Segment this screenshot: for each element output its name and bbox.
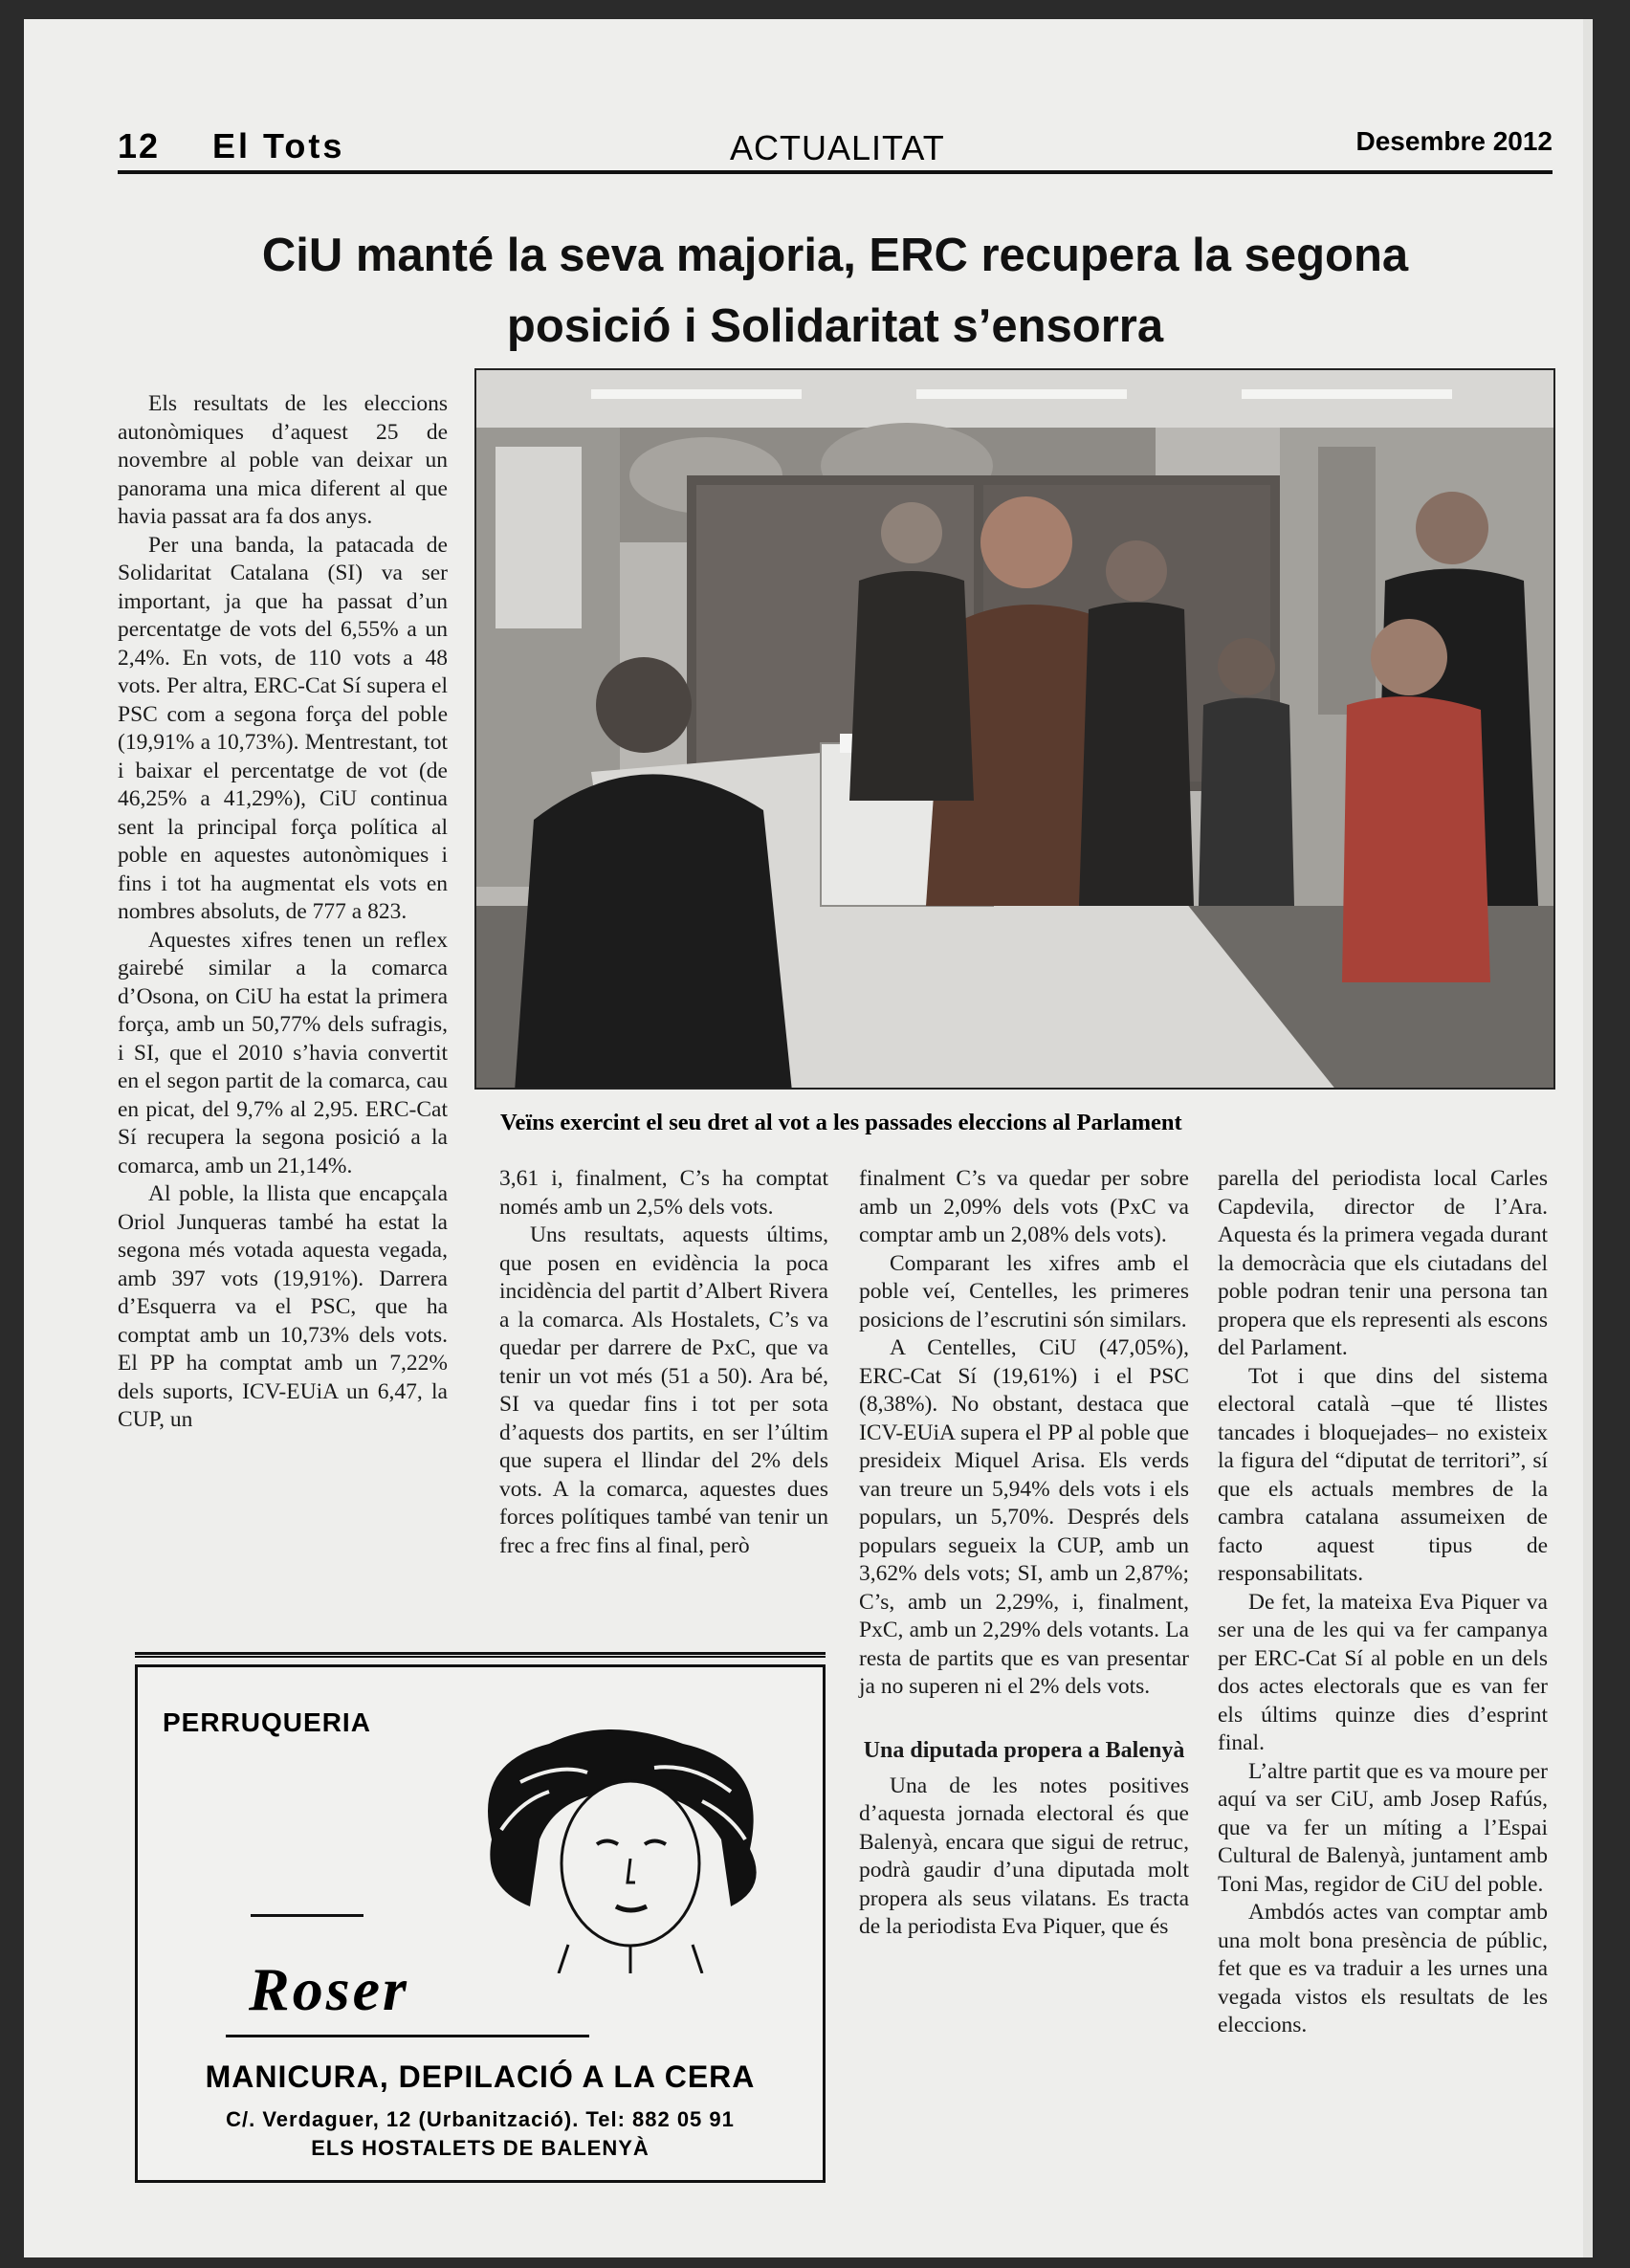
woman-face-logo <box>463 1725 788 1973</box>
hairdresser-advertisement <box>135 1664 826 2183</box>
paragraph: L’altre partit que es va moure per aquí va ser CiU, amb Josep Rafús, que va fer un míting a l’Espai Cultural de Balenyà, juntament amb Toni Mas, regidor de CiU del poble. <box>1218 1758 1548 1897</box>
ad-top-rule <box>135 1652 826 1658</box>
paragraph: Per una banda, la patacada de Solidaritat Catalana (SI) va ser important, ja que ha passat d’un percentatge de vots del 6,55% a un 2,4%. En vots, de 110 vots a 48 vots. Per altra, ERC-Cat Sí supera el PSC com a segona força del poble (19,91% a 10,73%). Mentrestant, tot i baixar el percentatge de vot (de 46,25% a 41,29%), CiU continua sent la principal força política al poble en aquestes autonòmiques i fins i tot ha augmentat els vots en nombres absoluts, de 777 a 823. <box>118 532 448 924</box>
paragraph: Ambdós actes van comptar amb una molt bona presència de públic, fet que es va traduir a les urnes una vegada vistos els resultats de les eleccions. <box>1218 1900 1548 2037</box>
ad-divider <box>226 2035 589 2037</box>
article-column-2 <box>499 1165 828 1560</box>
subheading: Una diputada propera a Balenyà <box>863 1737 1185 1763</box>
paragraph: Aquestes xifres tenen un reflex gairebé similar a la comarca d’Osona, on CiU ha estat la primera força, amb un 50,77% dels sufragis, i SI, que el 2010 s’havia convertit en el segon partit de la comarca, cau en picat, del 9,7% al 2,95. ERC-Cat Sí recupera la segona posició a la comarca, amb un 21,14%. <box>118 927 448 1178</box>
paragraph: Tot i que dins del sistema electoral català –que té llistes tancades i bloquejades– no existeix la figura del “diputat de territori”, sí que els actuals membres de la cambra catalana assumeixen de facto aquest tipus de responsabilitats. <box>1218 1363 1548 1586</box>
article-column-1 <box>118 390 448 1435</box>
photo-caption: Veïns exercint el seu dret al vot a les passades eleccions al Parlament <box>500 1110 1182 1135</box>
article-column-4 <box>1218 1165 1548 2040</box>
page-number: 12 <box>118 126 161 165</box>
paragraph: Uns resultats, aquests últims, que posen en evidència la poca incidència del partit d’Albert Rivera a la comarca. Als Hostalets, C’s va quedar per darrere de PxC, que va tenir un vot més (51 a 50). Ara bé, SI va quedar fins i tot per sota d’aquests dos partits, en ser l’últim que supera el llindar del 2% dels vots. A la comarca, aquestes dues forces polítiques també van tenir un frec a frec fins al final, però <box>499 1222 828 1558</box>
paragraph: A Centelles, CiU (47,05%), ERC-Cat Sí (19,61%) i el PSC (8,38%). No obstant, destaca que ICV-EUiA supera el PP al poble que presideix Miquel Arisa. Els verds van treure un 5,94% dels vots i els populars, un 5,70%. Després dels populars segueix la CUP, amb un 3,62% dels vots; SI, amb un 2,87%; C’s, amb un 2,29%, i, finalment, PxC, amb un 2,29% dels votants. La resta de partits que es van presentar ja no superen ni el 2% dels vots. <box>859 1335 1189 1699</box>
voting-photo-illustration <box>476 370 1555 1090</box>
header-rule <box>118 170 1553 174</box>
headline <box>118 220 1553 362</box>
section-title: ACTUALITAT <box>730 128 945 167</box>
paragraph: finalment C’s va quedar per sobre amb un 2,09% dels vots (PxC va comptar amb un 2,08% dels vots). <box>859 1166 1189 1247</box>
voting-photo <box>474 368 1555 1090</box>
ad-title: PERRUQUERIA <box>163 1707 371 1737</box>
page-edge <box>1583 19 1593 2257</box>
article-column-3 <box>859 1165 1189 1942</box>
paragraph: parella del periodista local Carles Capdevila, director de l’Ara. Aquesta és la primera vegada durant la democràcia que els ciutadans del poble podran tenir una persona tan propera que els representi als escons del Parlament. <box>1218 1166 1548 1360</box>
paragraph: Una de les notes positives d’aquesta jornada electoral és que Balenyà, encara que sigui de retruc, podrà gaudir d’una diputada molt propera als seus vilatans. Es tracta de la periodista Eva Piquer, que és <box>859 1773 1189 1939</box>
paragraph: Comparant les xifres amb el poble veí, Centelles, les primeres posicions de l’escrutini són similars. <box>859 1250 1189 1332</box>
headline-line-1: CiU manté la seva majoria, ERC recupera la segona <box>261 230 1409 281</box>
paragraph: 3,61 i, finalment, C’s ha comptat només amb un 2,5% dels vots. <box>499 1166 828 1220</box>
issue-date: Desembre 2012 <box>1355 126 1553 156</box>
paragraph: De fet, la mateixa Eva Piquer va ser una de les qui va fer campanya per ERC-Cat Sí al poble en un dels dos actes electorals que es van fer els últims quinze dies d’esprint final. <box>1218 1589 1548 1755</box>
ad-salon-name: Roser <box>249 1955 409 2023</box>
headline-line-2: posició i Solidaritat s’ensorra <box>506 300 1164 352</box>
ad-divider <box>251 1914 363 1917</box>
ad-town: ELS HOSTALETS DE BALENYÀ <box>311 2136 650 2160</box>
paragraph: Al poble, la llista que encapçala Oriol Junqueras també ha estat la segona més votada aquesta vegada, amb 397 vots (19,91%). Darrera d’Esquerra va el PSC, que ha comptat amb un 10,73% dels vots. El PP ha comptat amb un 7,22% dels suports, ICV-EUiA un 6,47, la CUP, un <box>118 1181 448 1432</box>
ad-address: C/. Verdaguer, 12 (Urbanització). Tel: 882 05 91 <box>226 2107 735 2131</box>
magazine-page <box>24 19 1593 2257</box>
magazine-title: El Tots <box>212 126 345 165</box>
paragraph: Els resultats de les eleccions autonòmiques d’aquest 25 de novembre al poble van deixar un panorama una mica diferent al que havia passat ara fa dos anys. <box>118 391 448 529</box>
page-header <box>118 107 1553 166</box>
ad-services: MANICURA, DEPILACIÓ A LA CERA <box>205 2059 756 2094</box>
